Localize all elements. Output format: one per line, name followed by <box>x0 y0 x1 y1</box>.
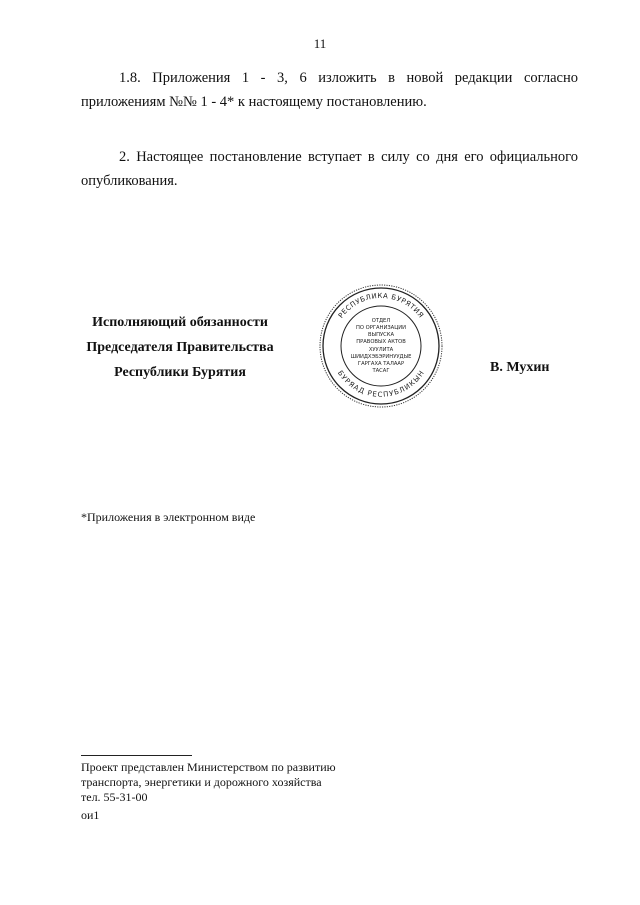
seal-inner-line: ПО ОРГАНИЗАЦИИ <box>355 325 407 331</box>
footer-line-1: Проект представлен Министерством по развитию <box>81 760 336 774</box>
seal-inner-line: ХУУЛИТА <box>368 347 394 353</box>
seal-inner-line: ШИИДХЭБЭРИНУУДЫЕ <box>350 354 412 360</box>
document-code: ои1 <box>81 808 100 822</box>
official-seal <box>318 283 444 409</box>
seal-ring-bottom: БУРЯАД РЕСПУБЛИКЫН <box>335 369 427 399</box>
signatory-name: В. Мухин <box>490 360 550 375</box>
paragraph-2-text: 2. Настоящее постановление вступает в силу со дня его официального опубликования. <box>81 149 578 189</box>
seal-inner-line: ВЫПУСКА <box>367 332 395 338</box>
seal-inner-line: ОТДЕЛ <box>371 318 391 324</box>
signature-title-line-3: Республики Бурятия <box>114 365 246 380</box>
paragraph-1-text: 1.8. Приложения 1 - 3, 6 изложить в новой редакции согласно приложениям №№ 1 - 4* к настоящему постановлению. <box>81 70 578 110</box>
appendix-note: *Приложения в электронном виде <box>81 510 256 524</box>
seal-inner-line: ТАСАГ <box>372 368 390 374</box>
footer-divider <box>81 755 192 756</box>
page-number: 11 <box>313 36 327 51</box>
signature-title-line-2: Председателя Правительства <box>86 340 274 355</box>
paragraph-2 <box>81 145 578 193</box>
seal-inner-line: ПРАВОВЫХ АКТОВ <box>356 339 406 345</box>
seal-ring-top: РЕСПУБЛИКА БУРЯТИЯ <box>336 291 426 320</box>
footer-line-2: транспорта, энергетики и дорожного хозяйства <box>81 775 322 789</box>
signature-title-block <box>50 310 310 385</box>
footer-line-3: тел. 55-31-00 <box>81 790 148 804</box>
paragraph-1 <box>81 66 578 114</box>
footer-info <box>81 760 336 805</box>
seal-inner-line: ГАРГАХА ТАЛААР <box>357 361 405 367</box>
signature-title-line-1: Исполняющий обязанности <box>92 315 268 330</box>
